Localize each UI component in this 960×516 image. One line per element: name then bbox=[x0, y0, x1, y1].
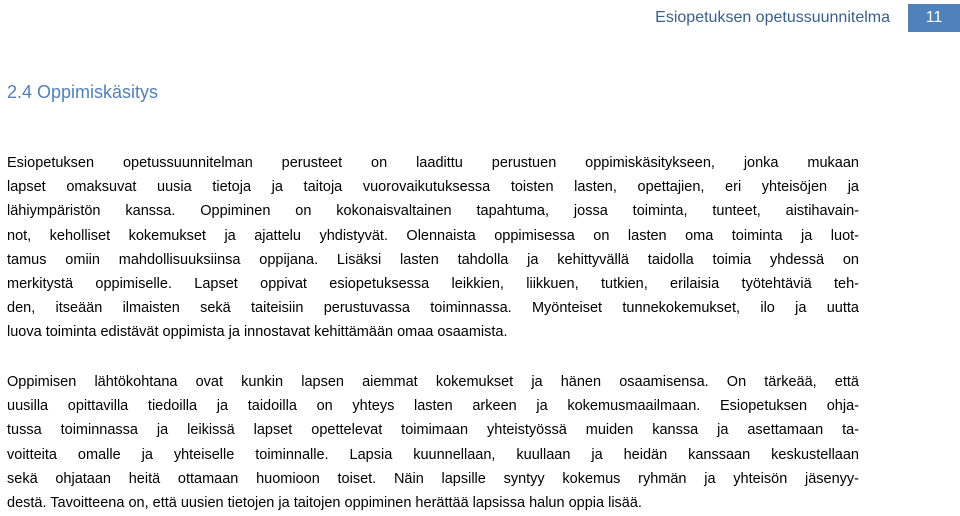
paragraph-line: uusilla opittavilla tiedoilla ja taidoilla on yhteys lasten arkeen ja kokemusmaailmaan. Esiopetuksen ohja- bbox=[7, 398, 859, 415]
paragraph-learning-concept bbox=[7, 151, 859, 345]
paragraph-line: not, keholliset kokemukset ja ajattelu yhdistyvät. Olennaista oppimisessa on lasten oma toiminta ja luot- bbox=[7, 227, 859, 244]
paragraph-line: tamus omiin mahdollisuuksiinsa oppijana. Lisäksi lasten tahdolla ja kehittyvällä taidolla toimia yhdessä on bbox=[7, 251, 859, 268]
paragraph-line: merkitystä oppimiselle. Lapset oppivat esiopetuksessa leikkien, liikkuen, tutkien, erilaisia työtehtäviä teh- bbox=[7, 276, 859, 293]
paragraph-line: den, itseään ilmaisten sekä taiteisiin perustuvassa toiminnassa. Myönteiset tunnekokemukset, ilo ja uutta bbox=[7, 300, 859, 317]
page-number-badge: 11 bbox=[908, 4, 960, 32]
paragraph-line: tussa toiminnassa ja leikissä lapset opettelevat toimimaan yhteistyössä muiden kanssa ja asettamaan ta- bbox=[7, 422, 859, 439]
paragraph-line: sekä ohjataan heitä ottamaan huomioon toiset. Näin lapsille syntyy kokemus ryhmän ja yhteisön jäsenyy- bbox=[7, 470, 859, 487]
paragraph-line: Esiopetuksen opetussuunnitelman perusteet on laadittu perustuen oppimiskäsitykseen, jonka mukaan bbox=[7, 155, 859, 171]
paragraph-line: luova toiminta edistävät oppimista ja innostavat kehittämään omaa osaamista. bbox=[7, 324, 508, 341]
paragraph-line: Oppimisen lähtökohtana ovat kunkin lapsen aiemmat kokemukset ja hänen osaamisensa. On tärkeää, että bbox=[7, 374, 859, 390]
paragraph-line: destä. Tavoitteena on, että uusien tietojen ja taitojen oppiminen herättää lapsissa halun oppia lisää. bbox=[7, 495, 642, 512]
paragraph-learning-starting-point bbox=[7, 370, 859, 515]
paragraph-line: voitteita omalle ja yhteiselle toiminnalle. Lapsia kuunnellaan, kuullaan ja heidän kanssaan keskustellaan bbox=[7, 446, 859, 463]
paragraph-line: lapset omaksuvat uusia tietoja ja taitoja vuorovaikutuksessa toisten lasten, opettajien, eri yhteisöjen ja bbox=[7, 179, 859, 196]
page-header bbox=[655, 4, 960, 32]
paragraph-line: lähiympäristön kanssa. Oppiminen on kokonaisvaltainen tapahtuma, jossa toiminta, tunteet, aistihavain- bbox=[7, 203, 859, 220]
section-heading: 2.4 Oppimiskäsitys bbox=[7, 82, 159, 102]
document-title: Esiopetuksen opetussuunnitelma bbox=[655, 9, 890, 26]
